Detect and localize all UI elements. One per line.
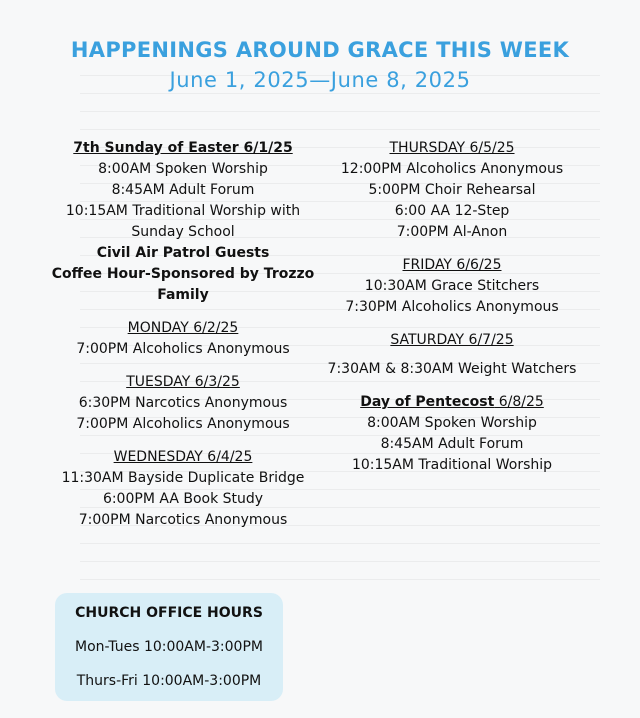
church-office-hours-box [55,593,283,701]
schedule-right-column [300,138,604,476]
date-range: June 1, 2025—June 8, 2025 [169,68,471,92]
tuesday-item: 7:00PM Alcoholics Anonymous [76,416,290,432]
sunday-note: Family [157,287,209,303]
pentecost-item: 8:45AM Adult Forum [380,436,524,452]
sunday-note: Coffee Hour-Sponsored by Trozzo [51,266,315,282]
sunday-note: Civil Air Patrol Guests [96,245,270,261]
office-hours-title: CHURCH OFFICE HOURS [75,605,263,621]
wednesday-item: 6:00PM AA Book Study [102,491,264,507]
office-hours-line: Thurs-Fri 10:00AM-3:00PM [76,673,262,689]
friday-item: 10:30AM Grace Stitchers [364,278,540,294]
pentecost-heading [300,392,604,413]
wednesday-heading: WEDNESDAY 6/4/25 [113,449,253,465]
wednesday-item: 7:00PM Narcotics Anonymous [78,512,288,528]
tuesday-heading: TUESDAY 6/3/25 [126,374,240,390]
pentecost-heading-date: 6/8/25 [494,394,544,410]
thursday-item: 6:00 AA 12-Step [394,203,510,219]
thursday-heading: THURSDAY 6/5/25 [389,140,515,156]
friday-item: 7:30PM Alcoholics Anonymous [345,299,559,315]
monday-item: 7:00PM Alcoholics Anonymous [76,341,290,357]
saturday-heading: SATURDAY 6/7/25 [390,332,514,348]
saturday-item: 7:30AM & 8:30AM Weight Watchers [327,361,577,377]
pentecost-item: 8:00AM Spoken Worship [367,415,537,431]
sunday-item: Sunday School [131,224,235,240]
pentecost-heading-label: Day of Pentecost [360,394,495,410]
page-title: HAPPENINGS AROUND GRACE THIS WEEK [70,38,570,62]
thursday-item: 12:00PM Alcoholics Anonymous [340,161,564,177]
tuesday-item: 6:30PM Narcotics Anonymous [78,395,288,411]
sunday-item: 8:45AM Adult Forum [111,182,255,198]
sunday-item: 8:00AM Spoken Worship [98,161,268,177]
schedule-left-column [38,138,328,531]
thursday-item: 7:00PM Al-Anon [396,224,508,240]
thursday-item: 5:00PM Choir Rehearsal [368,182,536,198]
wednesday-item: 11:30AM Bayside Duplicate Bridge [61,470,305,486]
friday-heading: FRIDAY 6/6/25 [402,257,502,273]
monday-heading: MONDAY 6/2/25 [127,320,239,336]
office-hours-line: Mon-Tues 10:00AM-3:00PM [75,639,263,655]
sunday-item: 10:15AM Traditional Worship with [65,203,301,219]
pentecost-item: 10:15AM Traditional Worship [351,457,553,473]
sunday-heading: 7th Sunday of Easter 6/1/25 [73,140,293,156]
